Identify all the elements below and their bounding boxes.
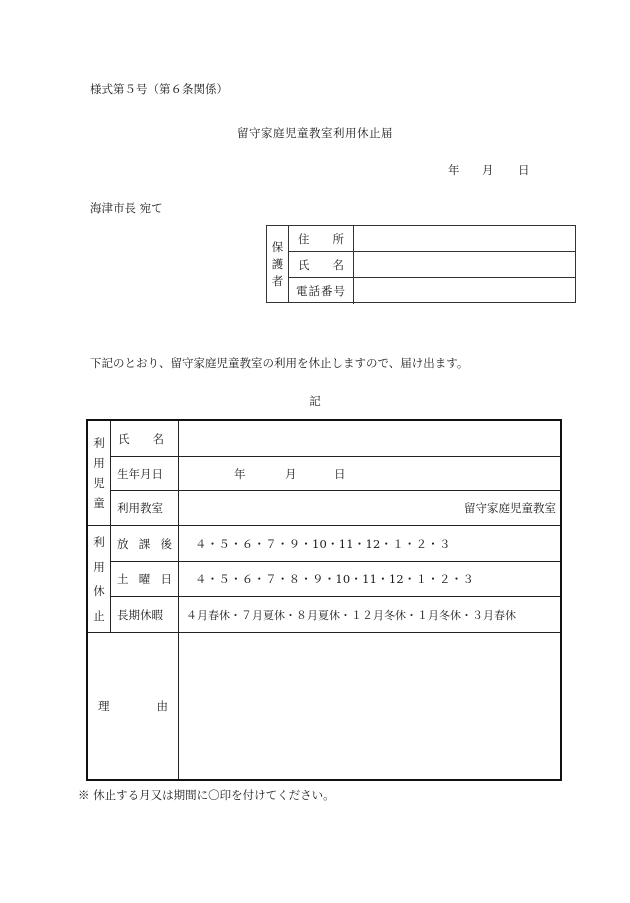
date-month-label: 月 [482,163,494,177]
long-break-options[interactable]: ４月春休・７月夏休・８月夏休・１２月冬休・１月冬休・３月春休 [186,608,516,622]
birthdate-day-label: 日 [334,466,346,481]
after-school-months[interactable]: ４・５・６・７・９・10・11・12・１・２・３ [195,536,451,551]
label-char: 住 [298,231,310,246]
label-char: 放 [117,536,129,551]
reason-label [88,633,178,779]
guardian-phone-label: 電話番号 [289,278,354,304]
label-char: 童 [93,496,105,510]
long-break-label: 長期休暇 [117,607,163,622]
label-char: 由 [156,699,168,713]
guardian-name-field[interactable] [355,252,575,277]
guardian-phone-row [289,278,575,304]
birthdate-label: 生年月日 [117,466,163,481]
addressee: 海津市長 宛て [90,201,163,215]
child-name-label [111,421,178,456]
child-name-field[interactable] [179,421,560,456]
guardian-address-label [289,226,354,251]
label-char: 理 [98,699,110,713]
label-char: 氏 [298,257,310,272]
label-char: 利 [93,436,105,450]
label-char: 休 [93,584,105,599]
footnote: ※ 休止する月又は期間に〇印を付けてください。 [78,788,335,802]
saturday-label [111,562,178,596]
label-char: 後 [160,536,172,551]
label-char: 児 [93,476,105,490]
birthdate-field[interactable] [179,457,560,490]
label-char: 用 [93,559,105,574]
after-school-label [111,526,178,561]
form-number: 様式第５号（第６条関係） [90,82,228,96]
label-char: 土 [117,572,129,586]
saturday-months[interactable]: ４・５・６・７・８・９・10・11・12・１・２・３ [195,572,475,586]
ki-heading: 記 [309,394,321,408]
guardian-address-row [289,226,575,252]
guardian-box [266,225,576,303]
guardian-address-field[interactable] [355,226,575,251]
label-char: 止 [93,608,105,623]
guardian-label-char: 者 [271,273,284,288]
intro-text: 下記のとおり、留守家庭児童教室の利用を休止しますので、届け出ます。 [90,356,469,370]
guardian-name-label [289,252,354,277]
main-table [86,419,562,781]
label-char: 曜 [138,572,151,586]
guardian-phone-field[interactable] [355,278,575,304]
label-char: 所 [332,231,344,246]
label-char: 名 [332,257,344,272]
classroom-value: 留守家庭児童教室 [464,501,556,515]
label-char: 用 [93,456,105,470]
guardian-label-char: 護 [271,256,284,271]
guardian-label-char: 保 [271,239,284,254]
date-year-label: 年 [448,163,460,177]
label-char: 利 [93,535,105,550]
classroom-label: 利用教室 [117,501,163,515]
label-char: 名 [152,431,164,446]
reason-field[interactable] [179,633,560,779]
label-char: 課 [138,536,151,551]
label-char: 日 [160,572,172,586]
page-title: 留守家庭児童教室利用休止届 [237,126,393,140]
child-section-label [88,421,110,525]
birthdate-month-label: 月 [285,466,297,481]
guardian-label [267,226,289,302]
date-day-label: 日 [518,163,530,177]
suspension-section-label [88,526,110,632]
label-char: 氏 [118,431,130,446]
birthdate-year-label: 年 [234,466,246,481]
guardian-name-row [289,252,575,278]
